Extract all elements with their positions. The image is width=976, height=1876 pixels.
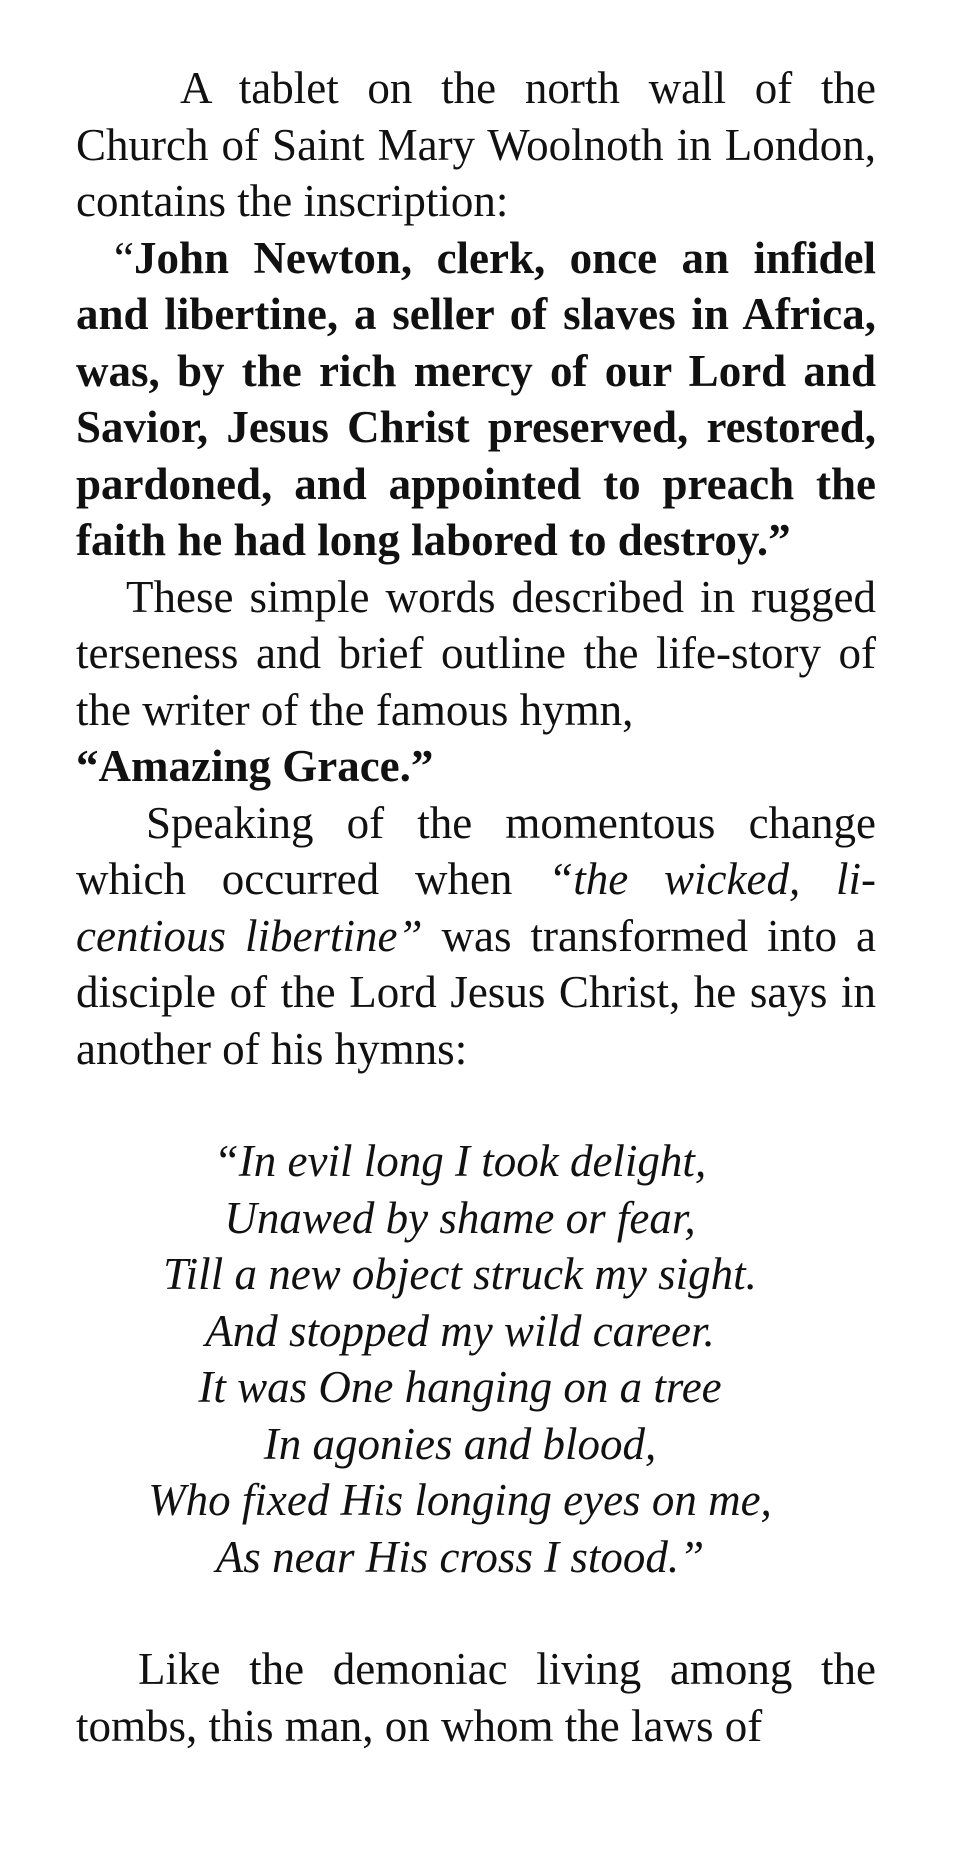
verse-line: As near His cross I stood.”: [215, 1531, 705, 1582]
paragraph-momentous-change: [76, 795, 876, 1078]
hymn-verse: [76, 1133, 876, 1585]
verse-line: In agonies and blood,: [263, 1418, 657, 1469]
hymn-title: “Amazing Grace.”: [76, 741, 434, 791]
change-text-end: was transformed into a disciple of the Lord Jesus Christ, he says in another of his hymns:: [76, 910, 876, 1074]
inscription-open-quote: “: [114, 232, 134, 283]
document-page: [76, 60, 876, 1754]
change-text-start: Speaking of the momentous change which occurred when: [76, 797, 876, 904]
paragraph-inscription: [76, 230, 876, 569]
verse-line: “In evil long I took delight,: [213, 1136, 707, 1186]
life-story-text: These simple words described in rugged terseness and brief outline the life-story of the writer of the famous hymn,: [76, 571, 876, 735]
paragraph-tablet-intro: A tablet on the north wall of the Church of Saint Mary Woolnoth in London, contains the inscription:: [76, 63, 876, 226]
verse-line: Who fixed His longing eyes on me,: [148, 1475, 772, 1525]
inscription-text: John Newton, clerk, once an infidel and libertine, a seller of slaves in Africa, was, by the rich mercy of our Lord and Savior, Jesus Christ preserved, restored, pardoned, and appointed to preach the faith he had long labored to destroy.”: [76, 232, 876, 565]
verse-line: Till a new object struck my sight.: [163, 1249, 757, 1299]
verse-line: And stopped my wild career.: [205, 1305, 715, 1356]
libertine-quote: “the wicked, licentious libertine”: [76, 854, 876, 961]
verse-line: It was One hanging on a tree: [198, 1362, 722, 1412]
paragraph-life-story: [76, 569, 876, 795]
paragraph-demoniac: Like the demoniac living among the tombs, this man, on whom the laws of: [76, 1644, 876, 1751]
verse-line: Unawed by shame or fear,: [224, 1192, 696, 1243]
